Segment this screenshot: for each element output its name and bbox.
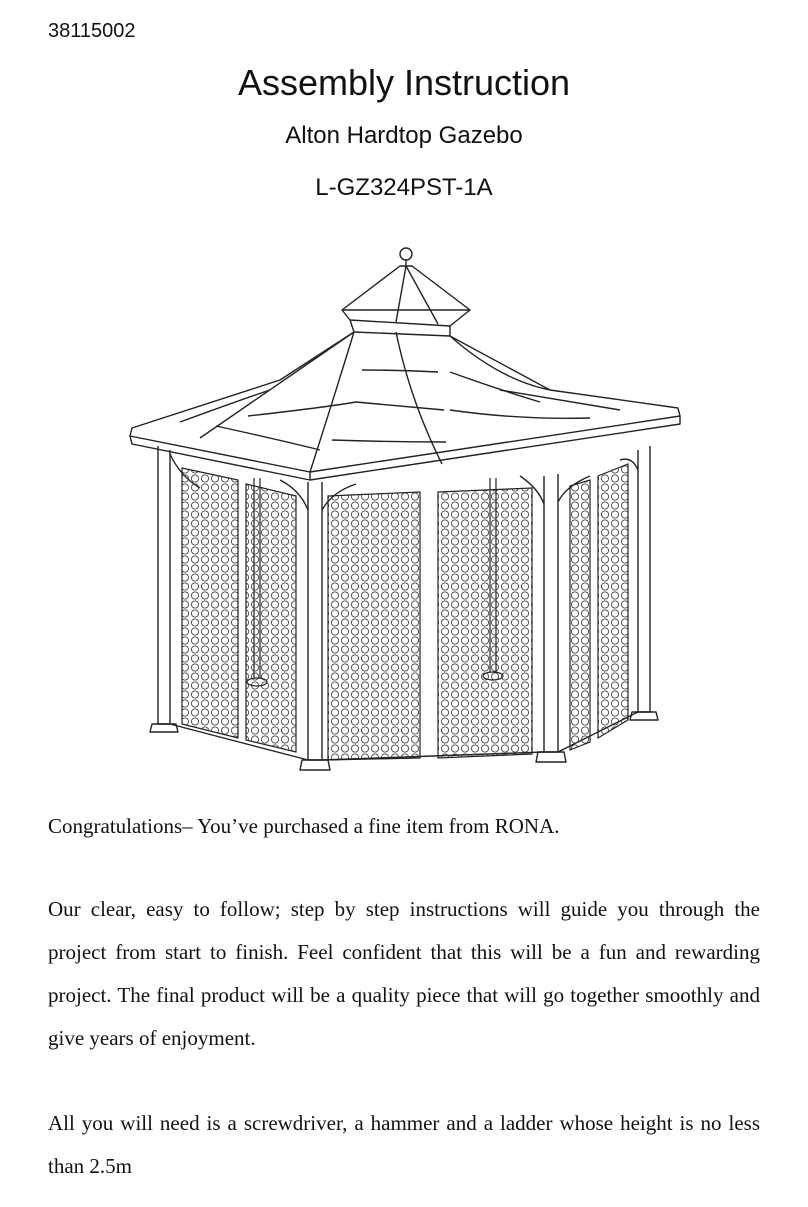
congratulations-text: Congratulations– You’ve purchased a fine item from RONA.	[48, 814, 560, 838]
product-name: Alton Hardtop Gazebo	[285, 122, 523, 149]
tools-paragraph: All you will need is a screwdriver, a hammer and a ladder whose height is no less than 2.5m	[48, 1111, 760, 1178]
page-title: Assembly Instruction	[237, 62, 571, 103]
intro-paragraph: Our clear, easy to follow; step by step instructions will guide you through the project from start to finish. Feel confident that this will be a fun and rewarding project. The final product will be a quality piece that will go together smoothly and give years of enjoyment.	[48, 897, 760, 1050]
document-number: 38115002	[48, 20, 136, 42]
model-number: L-GZ324PST-1A	[315, 174, 493, 201]
gazebo-illustration-icon	[120, 240, 690, 780]
